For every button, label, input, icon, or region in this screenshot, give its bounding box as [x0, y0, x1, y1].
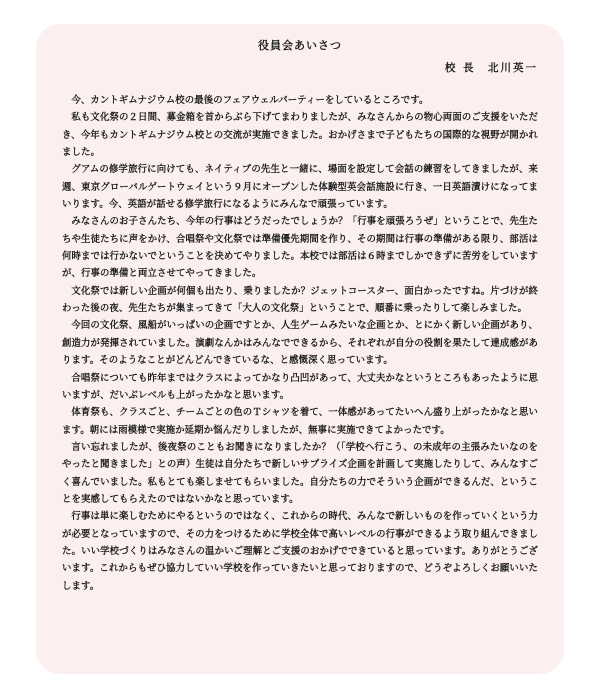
- paragraph: 今回の文化祭、風船がいっぱいの企画ですとか、人生ゲームみたいな企画とか、とにかく新しい企画があり、創造力が発揮されていました。演劇なんかはみんなでできるから、それぞれが自分の役割を果たして達成感があります。そのようなことがどんどんできているな、と感慨深く思っています。: [62, 320, 538, 367]
- paragraph: 私も文化祭の２日間、募金箱を首からぶら下げてまわりましたが、みなさんからの物心両面のご支援をいただき、今年もカントギムナジウム校との交流が実施できました。おかげさまで子どもたちの国際的な視野が開かれました。: [62, 112, 538, 159]
- letter-body: [62, 92, 538, 595]
- author-line: 校 長 北川英一: [444, 62, 538, 74]
- paragraph: みなさんのお子さんたち、今年の行事はどうだったでしょうか？「行事を頑張ろうぜ」ということで、先生たちや生徒たちに声をかけ、合唱祭や文化祭では準備優先期間を作り、その期間は行事の準備がある限り、部活は何時までは行かないでということを決めてやりました。本校では部活は６時までしかできずに苦労をしていますが、行事の準備と両立させてやってきました。: [62, 216, 538, 280]
- greeting-card: [36, 24, 564, 674]
- document-title: 役員会あいさつ: [258, 39, 342, 52]
- paragraph: 文化祭では新しい企画が何個も出たり、乗りましたか？ジェットコースター、面白かったですね。片づけが終わった後の夜、先生たちが集まってきて「大人の文化祭」ということで、順番に乗ったりして楽しみました。: [62, 285, 538, 315]
- paragraph: 合唱祭についても昨年まではクラスによってかなり凸凹があって、大丈夫かなというところもあったように思いますが、だいぶレベルも上がったかなと思います。: [62, 372, 538, 401]
- paragraph: 行事は単に楽しむためにやるというのではなく、これからの時代、みんなで新しいものを作っていくという力が必要となっていますので、その力をつけるために学校全体で高いレベルの行事ができるよう取り組んできました。いい学校づくりはみなさんの温かいご理解とご支援のおかげでできていると思っています。ありがとうございます。これからもぜひ協力していい学校を作っていきたいと思っておりますので、どうぞよろしくお願いいたします。: [62, 511, 538, 592]
- paragraph: 今、カントギムナジウム校の最後のフェアウェルパーティーをしているところです。: [71, 95, 429, 106]
- paragraph: グアムの修学旅行に向けても、ネイティブの先生と一緒に、場面を設定して会話の練習をしてきましたが、来週、東京グローバルゲートウェイという９月にオープンした体験型英会話施設に行き、一日英語漬けになってまいります。今、英語が話せる修学旅行になるようにみんなで頑張っています。: [62, 164, 538, 211]
- paragraph: 言い忘れましたが、後夜祭のこともお聞きになりましたか？（「学校へ行こう、の未成年の主張みたいなのをやったと聞きました」との声）生徒は自分たちで新しいサプライズ企画を計画して実施したりして、みんなすごく喜んでいました。私もとても楽しませてもらいました。自分たちの力でそういう企画ができるんだ、ということを実感してもらえたのではないかなと思っています。: [62, 441, 538, 505]
- paragraph: 体育祭も、クラスごと、チームごとの色のＴシャツを着て、一体感があってたいへん盛り上がったかなと思います。朝には雨模様で実施か延期か悩んだりしましたが、無事に実施できてよかったです。: [62, 407, 538, 436]
